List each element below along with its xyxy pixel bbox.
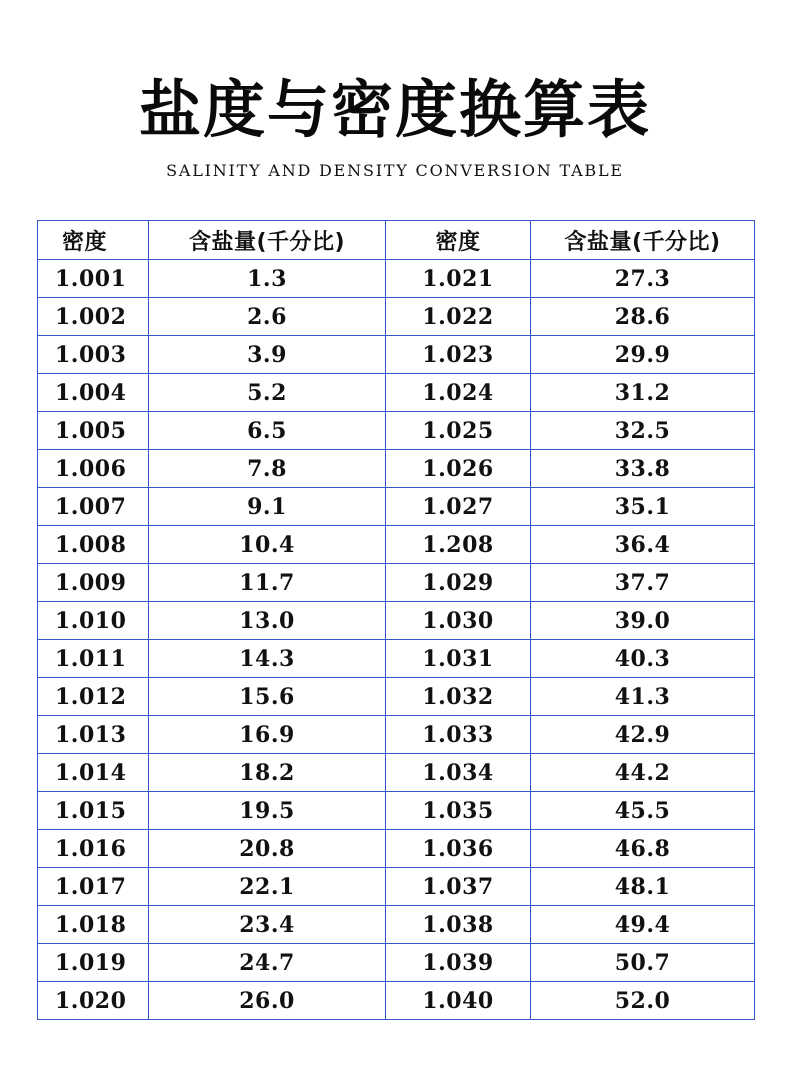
salinity-2-cell: 31.2 — [531, 374, 755, 412]
page-title: 盐度与密度换算表 — [138, 73, 651, 146]
table-row — [38, 716, 755, 754]
density-2-cell: 1.038 — [386, 906, 531, 944]
density-1-cell: 1.019 — [38, 944, 149, 982]
salinity-1-cell: 9.1 — [149, 488, 386, 526]
density-2-cell: 1.025 — [386, 412, 531, 450]
salinity-2-cell: 35.1 — [531, 488, 755, 526]
salinity-1-cell: 19.5 — [149, 792, 386, 830]
page-subtitle: SALINITY AND DENSITY CONVERSION TABLE — [166, 161, 624, 180]
salinity-2-cell: 52.0 — [531, 982, 755, 1020]
salinity-1-cell: 15.6 — [149, 678, 386, 716]
density-1-cell: 1.002 — [38, 298, 149, 336]
salinity-2-cell: 40.3 — [531, 640, 755, 678]
salinity-2-cell: 32.5 — [531, 412, 755, 450]
salinity-1-cell: 23.4 — [149, 906, 386, 944]
salinity-2-cell: 33.8 — [531, 450, 755, 488]
table-row — [38, 260, 755, 298]
table-header-row — [38, 221, 755, 260]
table-row — [38, 754, 755, 792]
density-2-cell: 1.032 — [386, 678, 531, 716]
density-2-cell: 1.034 — [386, 754, 531, 792]
density-1-cell: 1.013 — [38, 716, 149, 754]
salinity-2-cell: 49.4 — [531, 906, 755, 944]
salinity-1-cell: 11.7 — [149, 564, 386, 602]
salinity-1-cell: 7.8 — [149, 450, 386, 488]
density-2-cell: 1.022 — [386, 298, 531, 336]
table-row — [38, 374, 755, 412]
salinity-1-cell: 6.5 — [149, 412, 386, 450]
table-row — [38, 336, 755, 374]
header-salinity-1: 含盐量(千分比) — [149, 221, 386, 260]
salinity-2-cell: 28.6 — [531, 298, 755, 336]
density-1-cell: 1.006 — [38, 450, 149, 488]
density-2-cell: 1.040 — [386, 982, 531, 1020]
salinity-2-cell: 39.0 — [531, 602, 755, 640]
table-row — [38, 830, 755, 868]
density-2-cell: 1.035 — [386, 792, 531, 830]
density-2-cell: 1.023 — [386, 336, 531, 374]
salinity-1-cell: 10.4 — [149, 526, 386, 564]
density-2-cell: 1.037 — [386, 868, 531, 906]
salinity-1-cell: 3.9 — [149, 336, 386, 374]
density-2-cell: 1.033 — [386, 716, 531, 754]
table-row — [38, 602, 755, 640]
table-row — [38, 526, 755, 564]
density-1-cell: 1.003 — [38, 336, 149, 374]
salinity-2-cell: 42.9 — [531, 716, 755, 754]
density-1-cell: 1.018 — [38, 906, 149, 944]
density-2-cell: 1.029 — [386, 564, 531, 602]
density-1-cell: 1.010 — [38, 602, 149, 640]
salinity-2-cell: 27.3 — [531, 260, 755, 298]
density-1-cell: 1.017 — [38, 868, 149, 906]
density-2-cell: 1.026 — [386, 450, 531, 488]
density-1-cell: 1.014 — [38, 754, 149, 792]
salinity-2-cell: 37.7 — [531, 564, 755, 602]
header-salinity-2: 含盐量(千分比) — [531, 221, 755, 260]
salinity-2-cell: 45.5 — [531, 792, 755, 830]
density-1-cell: 1.011 — [38, 640, 149, 678]
salinity-2-cell: 48.1 — [531, 868, 755, 906]
density-1-cell: 1.012 — [38, 678, 149, 716]
density-1-cell: 1.009 — [38, 564, 149, 602]
density-2-cell: 1.208 — [386, 526, 531, 564]
salinity-1-cell: 5.2 — [149, 374, 386, 412]
table-row — [38, 868, 755, 906]
density-1-cell: 1.020 — [38, 982, 149, 1020]
density-1-cell: 1.007 — [38, 488, 149, 526]
salinity-1-cell: 18.2 — [149, 754, 386, 792]
salinity-1-cell: 26.0 — [149, 982, 386, 1020]
salinity-2-cell: 44.2 — [531, 754, 755, 792]
table-row — [38, 792, 755, 830]
header-density-2: 密度 — [386, 221, 531, 260]
density-1-cell: 1.008 — [38, 526, 149, 564]
table-row — [38, 640, 755, 678]
salinity-2-cell: 36.4 — [531, 526, 755, 564]
salinity-1-cell: 16.9 — [149, 716, 386, 754]
density-1-cell: 1.005 — [38, 412, 149, 450]
salinity-2-cell: 50.7 — [531, 944, 755, 982]
salinity-1-cell: 14.3 — [149, 640, 386, 678]
table-row — [38, 450, 755, 488]
salinity-1-cell: 13.0 — [149, 602, 386, 640]
salinity-2-cell: 29.9 — [531, 336, 755, 374]
density-1-cell: 1.004 — [38, 374, 149, 412]
density-1-cell: 1.016 — [38, 830, 149, 868]
salinity-1-cell: 20.8 — [149, 830, 386, 868]
salinity-1-cell: 24.7 — [149, 944, 386, 982]
salinity-2-cell: 41.3 — [531, 678, 755, 716]
salinity-1-cell: 22.1 — [149, 868, 386, 906]
table-row — [38, 678, 755, 716]
table-row — [38, 906, 755, 944]
density-2-cell: 1.030 — [386, 602, 531, 640]
density-2-cell: 1.021 — [386, 260, 531, 298]
table-row — [38, 488, 755, 526]
table-row — [38, 982, 755, 1020]
header-density-1: 密度 — [38, 221, 149, 260]
salinity-1-cell: 1.3 — [149, 260, 386, 298]
salinity-2-cell: 46.8 — [531, 830, 755, 868]
density-2-cell: 1.031 — [386, 640, 531, 678]
salinity-1-cell: 2.6 — [149, 298, 386, 336]
conversion-table — [37, 220, 755, 1020]
density-2-cell: 1.024 — [386, 374, 531, 412]
density-2-cell: 1.027 — [386, 488, 531, 526]
table-row — [38, 298, 755, 336]
density-2-cell: 1.036 — [386, 830, 531, 868]
table-row — [38, 564, 755, 602]
density-1-cell: 1.001 — [38, 260, 149, 298]
table-row — [38, 944, 755, 982]
density-2-cell: 1.039 — [386, 944, 531, 982]
table-row — [38, 412, 755, 450]
table-body — [38, 260, 755, 1020]
density-1-cell: 1.015 — [38, 792, 149, 830]
